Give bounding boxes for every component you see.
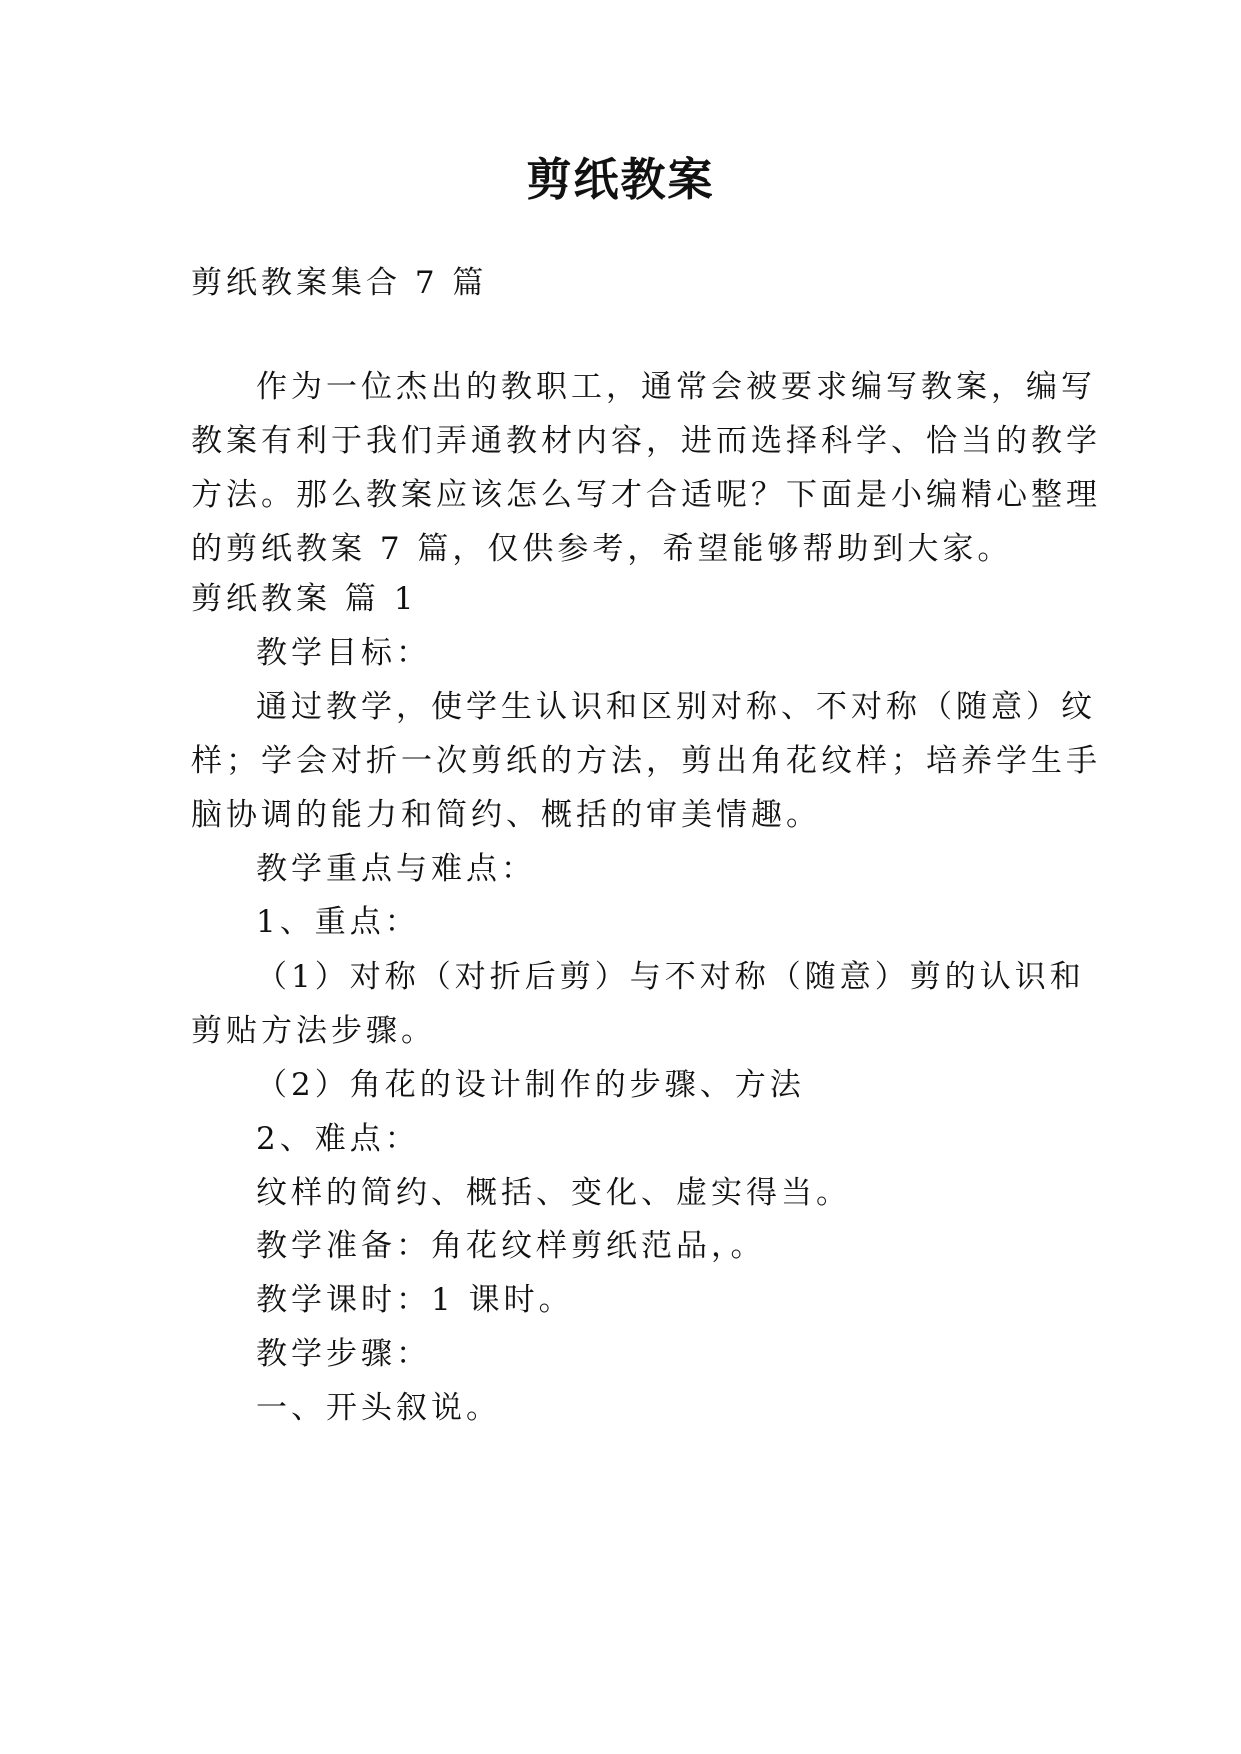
- goal-label: 教学目标：: [256, 635, 431, 671]
- goal-line-1: 通过教学，使学生认识和区别对称、不对称（随意）纹: [256, 689, 1096, 725]
- key-item1-line-1: （1）对称（对折后剪）与不对称（随意）剪的认识和: [256, 959, 1085, 995]
- key-item1-line-2: 剪贴方法步骤。: [191, 1013, 436, 1049]
- goal-line-3: 脑协调的能力和简约、概括的审美情趣。: [191, 797, 821, 833]
- steps-label: 教学步骤：: [256, 1336, 431, 1372]
- key-label: 1、重点：: [256, 904, 420, 940]
- collection-heading: 剪纸教案集合 7 篇: [191, 265, 488, 301]
- page-title: 剪纸教案: [526, 153, 715, 206]
- part-heading: 剪纸教案 篇 1: [191, 581, 418, 617]
- intro-line-4: 的剪纸教案 7 篇，仅供参考，希望能够帮助到大家。: [191, 531, 1013, 567]
- difficult-label: 2、难点：: [256, 1121, 420, 1157]
- key-difficult-label: 教学重点与难点：: [256, 851, 536, 887]
- step-1: 一、开头叙说。: [256, 1390, 501, 1426]
- hours-line: 教学课时：1 课时。: [256, 1282, 574, 1318]
- intro-line-1: 作为一位杰出的教职工，通常会被要求编写教案，编写: [256, 369, 1096, 405]
- preparation-line: 教学准备：角花纹样剪纸范品，。: [256, 1228, 766, 1264]
- intro-line-3: 方法。那么教案应该怎么写才合适呢？下面是小编精心整理: [191, 477, 1101, 513]
- difficult-text: 纹样的简约、概括、变化、虚实得当。: [256, 1175, 851, 1211]
- intro-line-2: 教案有利于我们弄通教材内容，进而选择科学、恰当的教学: [191, 423, 1101, 459]
- goal-line-2: 样；学会对折一次剪纸的方法，剪出角花纹样；培养学生手: [191, 743, 1101, 779]
- key-item2: （2）角花的设计制作的步骤、方法: [256, 1067, 805, 1103]
